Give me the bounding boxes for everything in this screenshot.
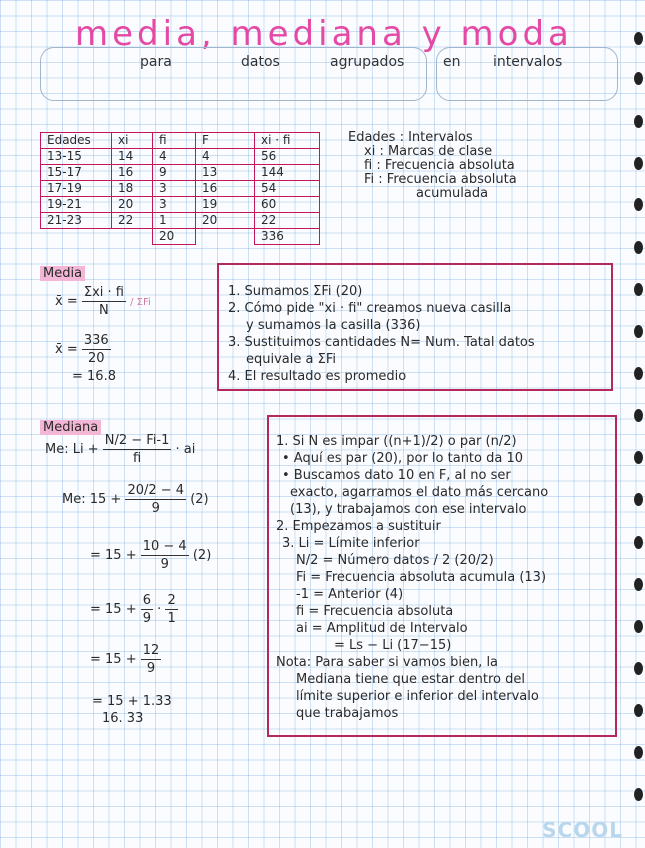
- mediana-step-1: Me: 15 + $\frac{20/2 - 4}{9}$ (2): [62, 483, 209, 516]
- legend-item: Fi : Frecuencia absoluta: [364, 172, 517, 187]
- media-steps: [228, 283, 535, 385]
- subtitle-word: intervalos: [493, 54, 563, 70]
- notebook-holes: [631, 0, 645, 848]
- media-step: 3. Sustituimos cantidades N= Num. Tatal datos: [228, 335, 535, 350]
- table-cell: 4: [153, 149, 196, 165]
- table-cell: 13-15: [41, 149, 112, 165]
- table-row: [41, 181, 320, 197]
- mediana-explain: exacto, agarramos el dato más cercano: [290, 485, 549, 500]
- table-cell: 60: [255, 197, 320, 213]
- table-cell: 56: [255, 149, 320, 165]
- table-cell-empty: [112, 229, 153, 245]
- table-cell: 13: [196, 165, 255, 181]
- table-row: [41, 149, 320, 165]
- table-header: fi: [153, 133, 196, 149]
- table-cell: 9: [153, 165, 196, 181]
- brand-logo: SCOOL: [542, 818, 623, 842]
- table-cell: 54: [255, 181, 320, 197]
- mediana-explain: N/2 = Número datos / 2 (20/2): [296, 553, 494, 568]
- table-cell: 19: [196, 197, 255, 213]
- mediana-heading: Mediana: [40, 420, 101, 435]
- mediana-formula: Me: Li + $\frac{N/2 - Fi-1}{fi}$ · ai: [45, 433, 196, 466]
- mediana-step-3: = 15 + $\frac{6}{9}$ · $\frac{2}{1}$: [90, 593, 176, 626]
- subtitle-word: datos: [241, 54, 280, 70]
- table-cell: 22: [255, 213, 320, 229]
- table-header: Edades: [41, 133, 112, 149]
- table-cell: 21-23: [41, 213, 112, 229]
- mediana-note: Nota: Para saber si vamos bien, la: [276, 655, 499, 670]
- table-cell: 22: [112, 213, 153, 229]
- mediana-explain: • Buscamos dato 10 en F, al no ser: [282, 468, 511, 483]
- table-header: F: [196, 133, 255, 149]
- page-title: media, mediana y moda: [75, 14, 573, 54]
- table-cell: 14: [112, 149, 153, 165]
- media-step: 4. El resultado es promedio: [228, 369, 407, 384]
- mediana-explain: 2. Empezamos a sustituir: [276, 519, 441, 534]
- mediana-explain: = Ls − Li (17−15): [334, 638, 452, 653]
- mediana-note: que trabajamos: [296, 706, 399, 721]
- mediana-explain: (13), y trabajamos con ese intervalo: [290, 502, 527, 517]
- frequency-table: [40, 132, 320, 245]
- table-cell: 17-19: [41, 181, 112, 197]
- table-cell-empty: [41, 229, 112, 245]
- legend-item: fi : Frecuencia absoluta: [364, 158, 515, 173]
- media-step: 1. Sumamos ΣFi (20): [228, 284, 363, 299]
- mediana-step-2: = 15 + $\frac{10 - 4}{9}$ (2): [90, 539, 212, 572]
- table-cell: 16: [112, 165, 153, 181]
- table-cell-empty: [196, 229, 255, 245]
- media-formula: x̄ = $\frac{\text{Σxi · fi}}{N}$ / ΣFi: [55, 285, 151, 318]
- mediana-explain: 1. Si N es impar ((n+1)/2) o par (n/2): [276, 434, 517, 449]
- table-cell: 144: [255, 165, 320, 181]
- table-total: 20: [153, 229, 196, 245]
- legend-item: xi : Marcas de clase: [364, 144, 493, 159]
- table-row: [41, 213, 320, 229]
- mediana-explain: ai = Amplitud de Intervalo: [296, 621, 468, 636]
- table-cell: 18: [112, 181, 153, 197]
- table-header: xi · fi: [255, 133, 320, 149]
- media-step: 2. Cómo pide "xi · fi" creamos nueva casilla: [228, 301, 512, 316]
- media-result: = 16.8: [72, 369, 116, 384]
- table-row: [41, 197, 320, 213]
- mediana-explain: • Aquí es par (20), por lo tanto da 10: [282, 451, 524, 466]
- legend-item: Edades : Intervalos: [348, 130, 473, 145]
- mediana-step-4: = 15 + $\frac{12}{9}$: [90, 643, 160, 676]
- table-cell: 15-17: [41, 165, 112, 181]
- table-row: [41, 165, 320, 181]
- legend-item: acumulada: [416, 186, 489, 201]
- subtitle-word: en: [443, 54, 461, 70]
- mediana-explain: 3. Li = Límite inferior: [282, 536, 420, 551]
- table-total: 336: [255, 229, 320, 245]
- media-step: equivale a ΣFi: [246, 352, 336, 367]
- mediana-explain: -1 = Anterior (4): [296, 587, 404, 602]
- table-cell: 3: [153, 181, 196, 197]
- table-totals-row: [41, 229, 320, 245]
- legend: [348, 131, 517, 201]
- table-cell: 20: [112, 197, 153, 213]
- mediana-steps: [276, 433, 548, 722]
- table-cell: 3: [153, 197, 196, 213]
- mediana-explain: Fi = Frecuencia absoluta acumula (13): [296, 570, 547, 585]
- mediana-note: límite superior e inferior del intervalo: [296, 689, 539, 704]
- media-calculation: x̄ = $\frac{336}{20}$: [55, 333, 109, 366]
- table-cell: 4: [196, 149, 255, 165]
- table-header-row: [41, 133, 320, 149]
- subtitle-word: para: [140, 54, 172, 70]
- media-step: y sumamos la casilla (336): [246, 318, 421, 333]
- table-header: xi: [112, 133, 153, 149]
- table-cell: 19-21: [41, 197, 112, 213]
- subtitle-word: agrupados: [330, 54, 405, 70]
- table-cell: 1: [153, 213, 196, 229]
- mediana-step-5: = 15 + 1.33: [92, 694, 172, 709]
- mediana-result: 16. 33: [102, 711, 144, 726]
- media-heading: Media: [40, 266, 85, 281]
- table-cell: 16: [196, 181, 255, 197]
- mediana-note: Mediana tiene que estar dentro del: [296, 672, 525, 687]
- mediana-explain: fi = Frecuencia absoluta: [296, 604, 454, 619]
- table-cell: 20: [196, 213, 255, 229]
